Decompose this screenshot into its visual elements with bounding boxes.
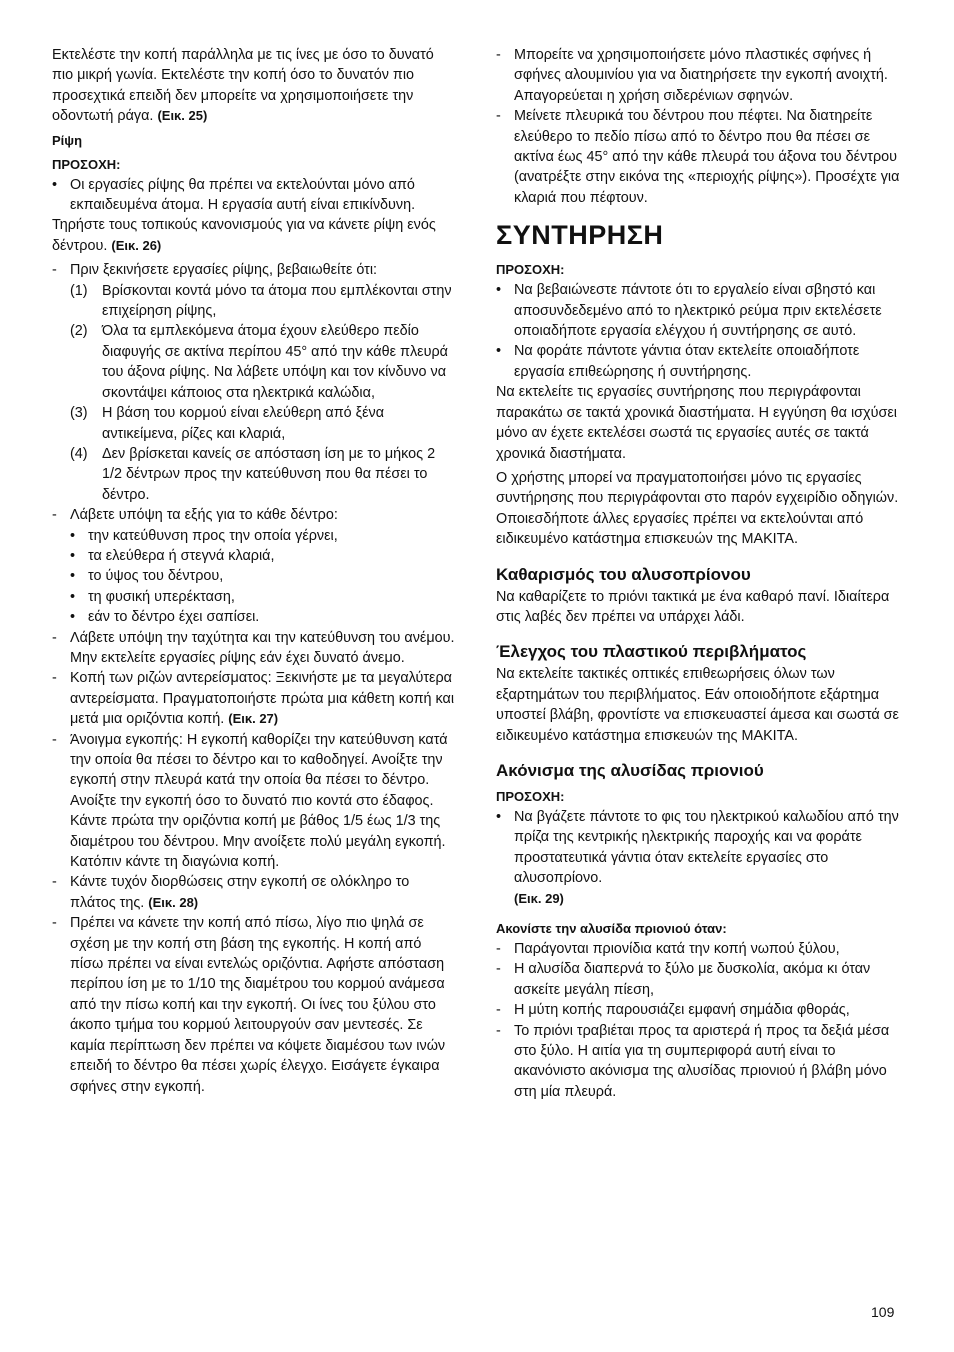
figure-ref: (Εικ. 28): [148, 894, 199, 910]
section-label-felling: Ρίψη: [52, 132, 83, 148]
dash-item: - Η αλυσίδα διαπερνά το ξύλο με δυσκολία, ακόμα κι όταν ασκείτε μεγάλη πίεση,: [496, 959, 906, 1000]
sharpen-when-label: Ακονίστε την αλυσίδα πριονιού όταν:: [496, 921, 727, 936]
sub-bullet-item: • εάν το δέντρο έχει σαπίσει.: [52, 607, 457, 627]
dash-item: - Μπορείτε να χρησιμοποιήσετε μόνο πλαστικές σφήνες ή σφήνες αλουμινίου για να διατηρήσετε την εγκοπή ανοιχτή. Απαγορεύεται η χρήση σιδερένιων σφηνών.: [496, 45, 906, 106]
caution-bullet: • Οι εργασίες ρίψης θα πρέπει να εκτελούνται μόνο από εκπαιδευμένα άτομα. Η εργασία αυτή είναι επικίνδυνη.: [52, 175, 457, 216]
numbered-item: (1) Βρίσκονται κοντά μόνο τα άτομα που εμπλέκονται στην επιχείρηση ρίψης,: [70, 282, 452, 320]
paragraph: Να καθαρίζετε το πριόνι τακτικά με ένα καθαρό πανί. Ιδιαίτερα στις λαβές δεν πρέπει να υπάρχει λάδι.: [496, 588, 890, 625]
dash-item: - Πριν ξεκινήσετε εργασίες ρίψης, βεβαιωθείτε ότι:: [52, 260, 457, 280]
intro-paragraph: Εκτελέστε την κοπή παράλληλα με τις ίνες με όσο το δυνατό πιο μικρή γωνία. Εκτελέστε την κοπή όσο το δυνατόν πιο προσεχτικά επειδή δεν μπορείτε να χρησιμοποιήσετε την οδοντωτή ράγα. (Εικ. 25): [52, 47, 434, 125]
subsection-title-cleaning: Καθαρισμός του αλυσοπρίονου: [496, 564, 751, 584]
dash-item: - Παράγονται πριονίδια κατά την κοπή νωπού ξύλου,: [496, 939, 906, 959]
bullet-item: • Να φοράτε πάντοτε γάντια όταν εκτελείτε οποιαδήποτε εργασία επιθεώρησης ή συντήρησης.: [496, 341, 906, 382]
figure-ref: (Εικ. 29): [514, 890, 564, 906]
dash-item: - Μείνετε πλευρικά του δέντρου που πέφτει. Να διατηρείτε ελεύθερο το πεδίο πίσω από το δέντρο που θα πέσει σε ακτίνα έως 45° από την κάθε πλευρά του άξονα του δέντρου (ανατρέξτε στην εικόνα της «περιοχής ρίψης»). Προσέχτε για κλαριά που πέφτουν.: [496, 106, 906, 208]
section-title-maintenance: ΣΥΝΤΗΡΗΣΗ: [496, 220, 664, 251]
dash-item: - Λάβετε υπόψη την ταχύτητα και την κατεύθυνση του ανέμου. Μην εκτελείτε εργασίες ρίψης εάν έχει δυνατό άνεμο.: [52, 628, 457, 669]
bullet-item: • Να βγάζετε πάντοτε το φις του ηλεκτρικού καλωδίου από την πρίζα της κεντρικής ηλεκτρικής παροχής και να φοράτε προστατευτικά γάντια όταν εκτελείτε εργασίες στο αλυσοπρίονο.: [496, 807, 906, 889]
figure-ref: (Εικ. 26): [111, 237, 162, 253]
sub-bullet-item: • το ύψος του δέντρου,: [52, 566, 457, 586]
dash-item: - Άνοιγμα εγκοπής: Η εγκοπή καθορίζει την κατεύθυνση κατά την οποία θα πέσει το δέντρο και το καθοδηγεί. Ανοίξτε την εγκοπή στην πλευρά κατά την οποία θα πέσει το δέντρο. Ανοίξτε την εγκοπή όσο το δυνατό πιο κοντά στο έδαφος. Κάντε πρώτα την οριζόντια κοπή με βάθος 1/5 έως 1/3 της διαμέτρου του δέντρου. Μην ανοίξετε πολύ μεγάλη εγκοπή. Κατόπιν κάντε τη διαγώνια κοπή.: [52, 730, 457, 873]
dash-item: - Λάβετε υπόψη τα εξής για το κάθε δέντρο:: [52, 505, 457, 525]
subsection-title-housing: Έλεγχος του πλαστικού περιβλήματος: [496, 642, 807, 662]
bullet-item: • Να βεβαιώνεστε πάντοτε ότι το εργαλείο είναι σβηστό και αποσυνδεδεμένο από το ηλεκτρικό ρεύμα πριν εκτελέσετε οποιαδήποτε εργασία ελέγχου ή συντήρησης σε αυτό.: [496, 280, 906, 341]
right-column: [496, 45, 906, 1102]
numbered-item: (2) Όλα τα εμπλεκόμενα άτομα έχουν ελεύθερο πεδίο διαφυγής σε ακτίνα περίπου 45° από την κάθε πλευρά του άξονα ρίψης. Να λάβετε υπόψη και τον κίνδυνο να σκοντάψει κάποιος στα ηλεκτρικά καλώδια,: [70, 323, 448, 401]
dash-item: - Κοπή των ριζών αντερείσματος: Ξεκινήστε με τα μεγαλύτερα αντερείσματα. Πραγματοποιήστε πρώτα μια κάθετη κοπή και μετά μια οριζόντια κοπή. (Εικ. 27): [52, 668, 457, 729]
sub-bullet-item: • τη φυσική υπερέκταση,: [52, 587, 457, 607]
dash-item: - Η μύτη κοπής παρουσιάζει εμφανή σημάδια φθοράς,: [496, 1000, 906, 1020]
caution-label: ΠΡΟΣΟΧΗ:: [496, 788, 565, 804]
numbered-item: (3) Η βάση του κορμού είναι ελεύθερη από ξένα αντικείμενα, ρίζες και κλαριά,: [70, 405, 385, 442]
subsection-title-sharpening: Ακόνισμα της αλυσίδας πριονιού: [496, 760, 764, 780]
paragraph: Να εκτελείτε τις εργασίες συντήρησης που περιγράφονται παρακάτω σε τακτά χρονικά διαστήματα. Η εγγύηση θα ισχύσει μόνο αν έχετε εκτελέσει σωστά τις εργασίες αυτές σε τακτά χρονικά διαστήματα.: [496, 384, 897, 462]
sub-bullet-item: • τα ελεύθερα ή στεγνά κλαριά,: [52, 546, 457, 566]
regulations-paragraph: Τηρήστε τους τοπικούς κανονισμούς για να κάνετε ρίψη ενός δέντρου. (Εικ. 26): [52, 217, 436, 254]
numbered-item: (4) Δεν βρίσκεται κανείς σε απόσταση ίση με το μήκος 2 1/2 δέντρων προς την κατεύθυνση που θα πέσει το δέντρο.: [70, 445, 436, 503]
figure-ref: (Εικ. 25): [157, 108, 208, 124]
caution-label: ΠΡΟΣΟΧΗ:: [52, 156, 121, 172]
figure-ref: (Εικ. 27): [228, 711, 279, 727]
dash-item: - Πρέπει να κάνετε την κοπή από πίσω, λίγο πιο ψηλά σε σχέση με την κοπή στη βάση της εγκοπής. Η κοπή από πίσω πρέπει να είναι εντελώς οριζόντια. Αφήστε απόσταση περίπου ίση με το 1/10 της διαμέτρου του κορμού ανάμεσα από την πίσω κοπή και την εγκοπή. Οι ίνες του ξύλου στο άκοπο τμήμα του κορμού λειτουργούν σαν μεντεσές. Σε καμία περίπτωση δεν πρέπει να κόψετε διαμέσου των ινών επειδή το δέντρο θα πέσει χωρίς έλεγχο. Εισάγετε έγκαιρα σφήνες στην εγκοπή.: [52, 913, 457, 1097]
left-column: [52, 45, 457, 1097]
dash-item: - Κάντε τυχόν διορθώσεις στην εγκοπή σε ολόκληρο το πλάτος της. (Εικ. 28): [52, 872, 457, 913]
page-number: 109: [871, 1304, 895, 1320]
caution-label: ΠΡΟΣΟΧΗ:: [496, 262, 565, 278]
sub-bullet-item: • την κατεύθυνση προς την οποία γέρνει,: [52, 526, 457, 546]
paragraph: Να εκτελείτε τακτικές οπτικές επιθεωρήσεις όλων των εξαρτημάτων του περιβλήματος. Εάν οποιοδήποτε εξάρτημα υποστεί βλάβη, φροντίστε να επισκευαστεί άμεσα και σωστά σε ειδικευμένο κατάστημα επισκευών της MAKITA.: [496, 666, 899, 744]
dash-item: - Το πριόνι τραβιέται προς τα αριστερά ή προς τα δεξιά μέσα στο ξύλο. Η αιτία για τη συμπεριφορά αυτή είναι το ακανόνιστο ακόνισμα της αλυσίδας πριονιού ή βλάβη μόνο στη μία πλευρά.: [496, 1021, 906, 1103]
paragraph: Ο χρήστης μπορεί να πραγματοποιήσει μόνο τις εργασίες συντήρησης που περιγράφονται στο παρόν εγχειρίδιο οδηγιών. Οποιεσδήποτε άλλες εργασίες πρέπει να εκτελούνται από ειδικευμένο κατάστημα επισκευών της MAKITA.: [496, 469, 899, 548]
